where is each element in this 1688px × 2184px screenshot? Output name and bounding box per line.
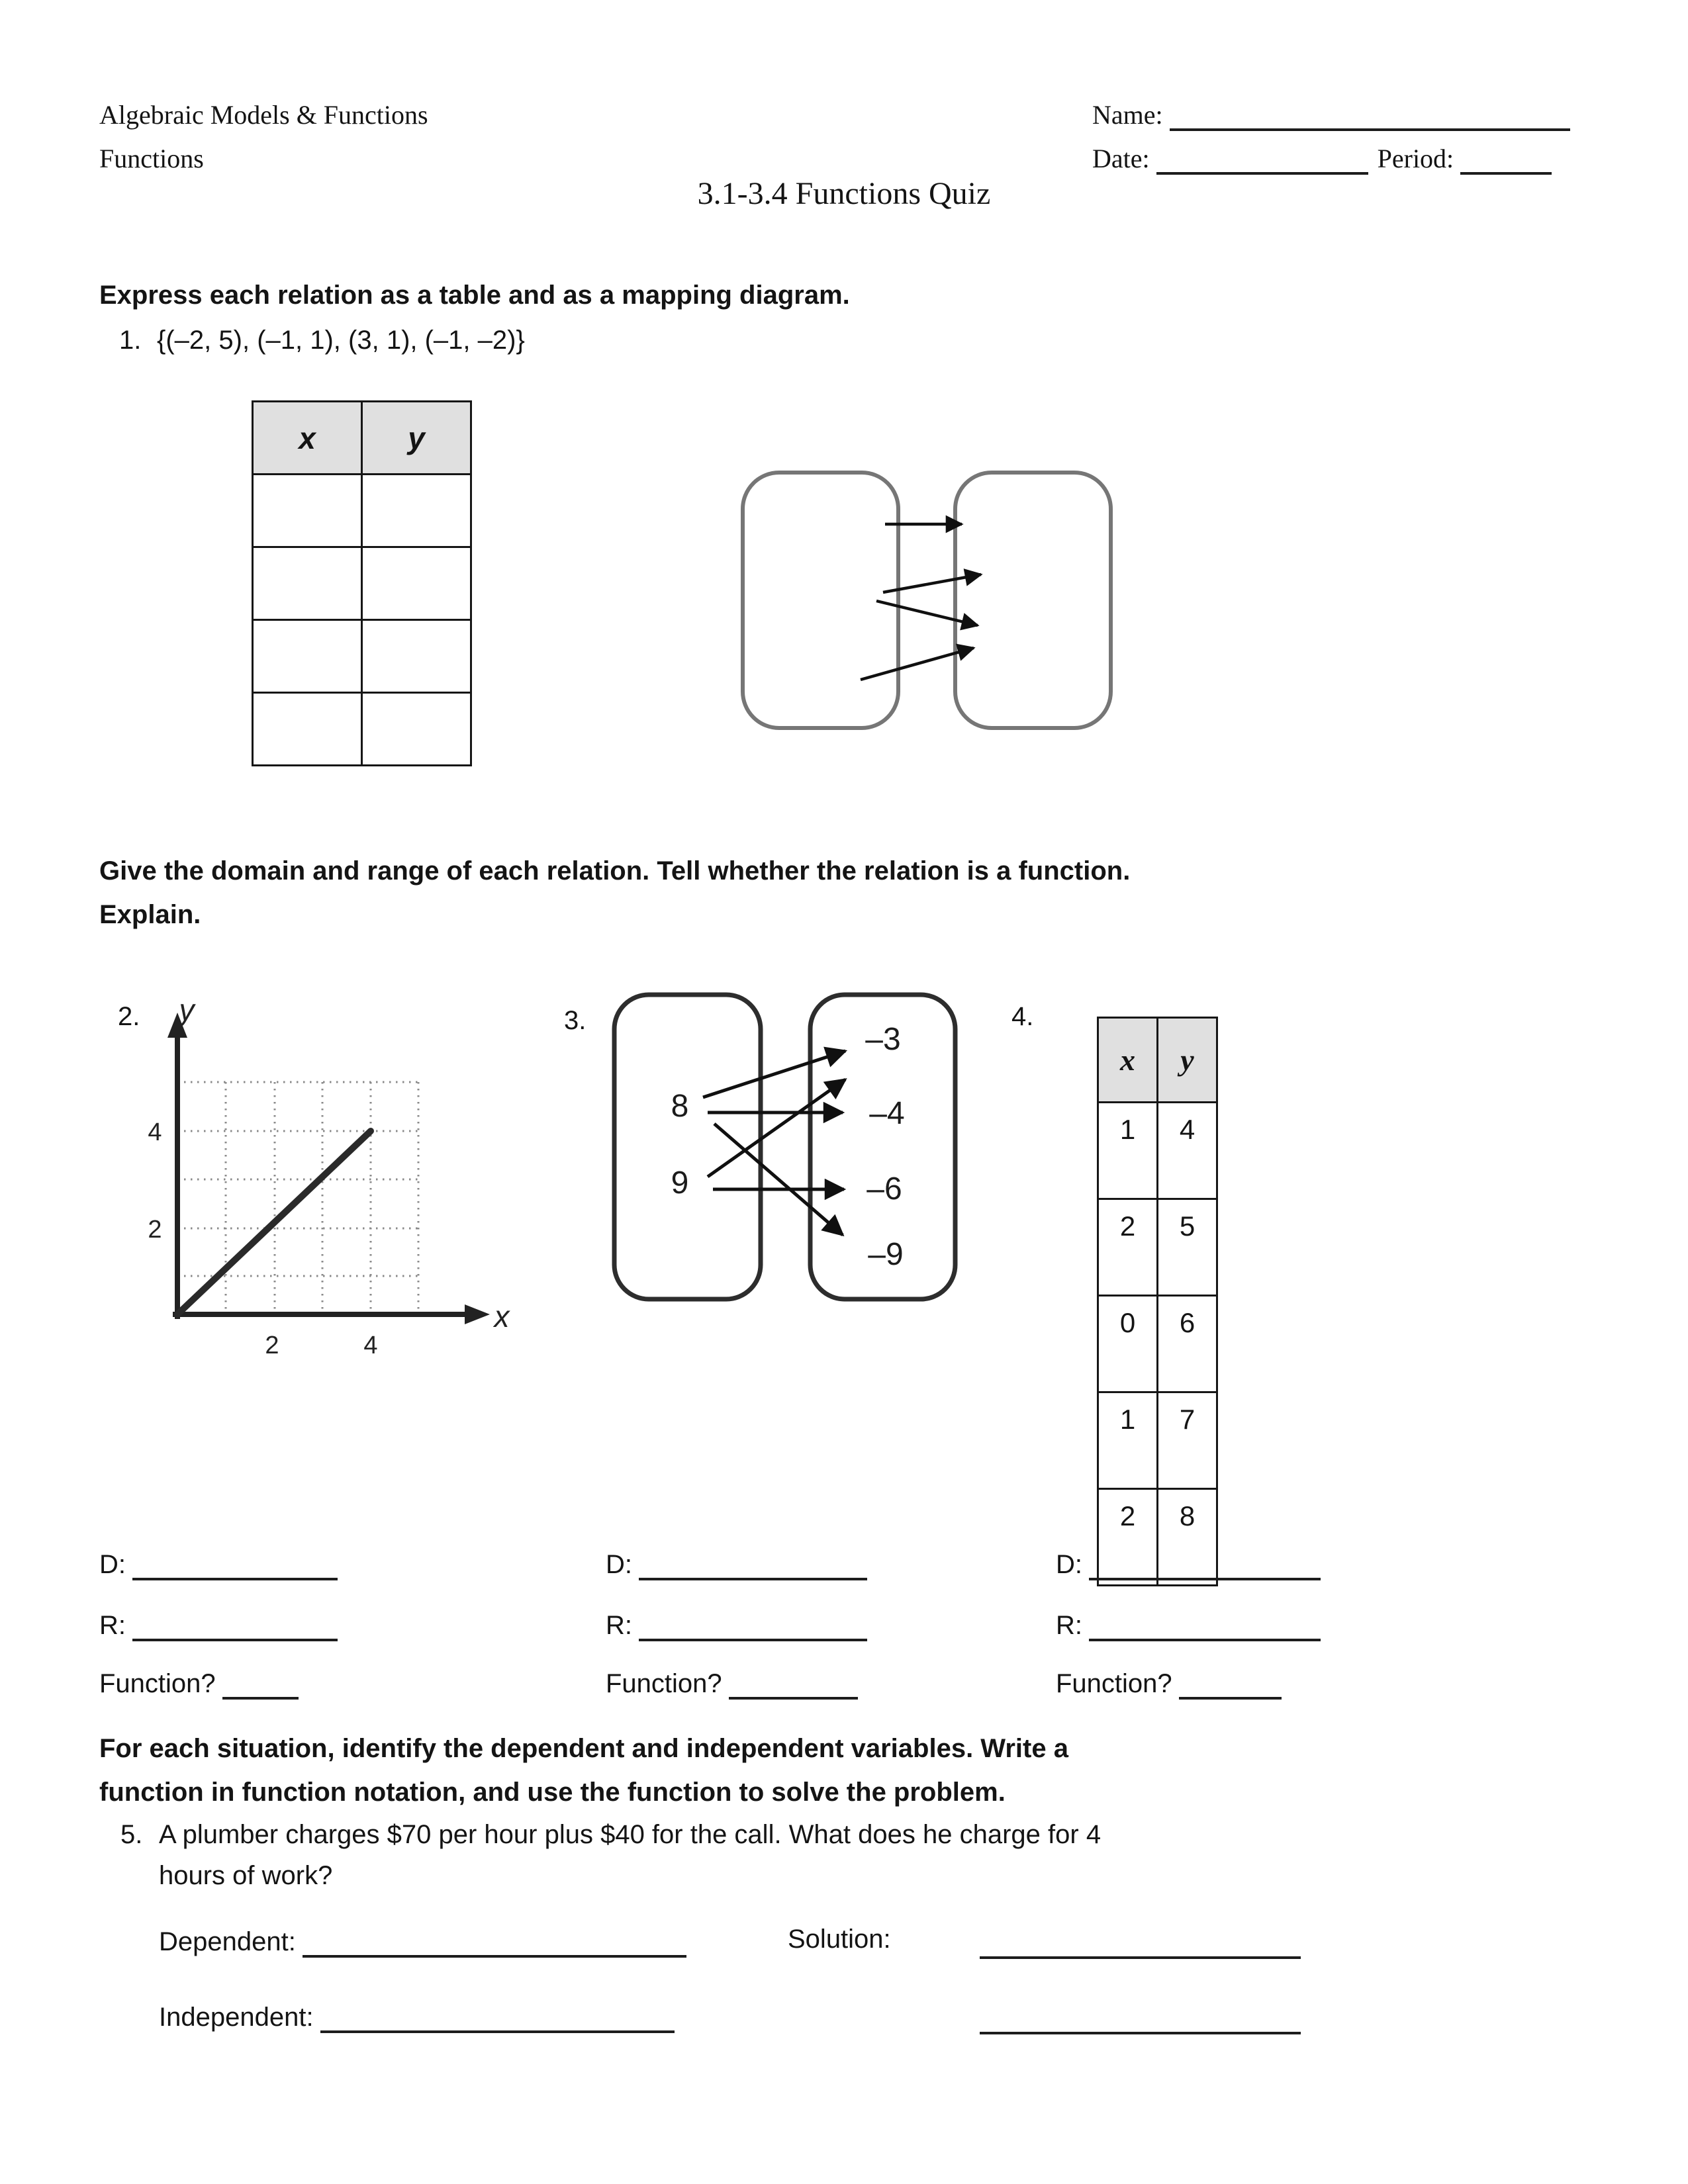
- y-axis-label: y: [179, 993, 195, 1027]
- q3-range-neg9: –9: [868, 1237, 904, 1272]
- page-title: 3.1-3.4 Functions Quiz: [697, 176, 991, 211]
- y-tick-2: 2: [148, 1216, 162, 1244]
- q3-range-blank: [639, 1607, 867, 1641]
- q3-arrow-8-neg3: [703, 1051, 845, 1097]
- q4-table-row: [1098, 1296, 1217, 1392]
- q1-relation: {(–2, 5), (–1, 1), (3, 1), (–1, –2)}: [157, 326, 525, 355]
- x-tick-2: 2: [265, 1332, 279, 1359]
- q3-range-neg4: –4: [869, 1096, 905, 1131]
- q4-table-header-row: [1098, 1018, 1217, 1103]
- q1-table-header-y: y: [362, 402, 471, 475]
- q2-function-blank: [222, 1665, 299, 1700]
- q1-empty-cell: [362, 620, 471, 693]
- name-label: Name:: [1092, 100, 1163, 130]
- q4-number: 4.: [1011, 1002, 1034, 1031]
- q3-arrow-9-neg3: [708, 1079, 845, 1177]
- q5-solution-blank-1: [980, 1923, 1301, 1959]
- q3-arrow-8-neg9: [714, 1124, 843, 1235]
- section3-heading-line2: function in function notation, and use the function to solve the problem.: [99, 1778, 1006, 1807]
- function-label: Function?: [99, 1669, 216, 1698]
- section2-heading-line2: Explain.: [99, 900, 201, 929]
- plotted-line: [177, 1131, 371, 1314]
- q4-domain-blank: [1089, 1546, 1321, 1580]
- q5-independent-row: [159, 1999, 675, 2033]
- q5-independent-blank: [320, 1999, 675, 2033]
- q1-empty-cell: [362, 547, 471, 620]
- dependent-label: Dependent:: [159, 1927, 296, 1956]
- q5-text-line2: hours of work?: [159, 1861, 333, 1890]
- q4-cell: 7: [1158, 1392, 1217, 1489]
- q3-domain-row: [606, 1546, 867, 1580]
- q4-table-header-y: y: [1158, 1018, 1217, 1103]
- x-axis-label: x: [494, 1299, 510, 1334]
- q5-solution-blank-2: [980, 1999, 1301, 2034]
- q1-range-oval: [955, 473, 1111, 728]
- course-subtitle: Functions: [99, 144, 204, 173]
- q1-mapping-diagram: [718, 453, 1129, 745]
- period-blank-line: [1460, 140, 1552, 175]
- q4-cell: 2: [1098, 1199, 1158, 1296]
- q3-domain-blank: [639, 1546, 867, 1580]
- range-label: R:: [1056, 1611, 1082, 1640]
- domain-label: D:: [1056, 1550, 1082, 1579]
- q1-table-row: [253, 693, 471, 766]
- domain-label: D:: [99, 1550, 126, 1579]
- q1-empty-cell: [362, 475, 471, 547]
- q1-empty-cell: [253, 620, 362, 693]
- q1-table-header-x: x: [253, 402, 362, 475]
- q4-cell: 6: [1158, 1296, 1217, 1392]
- q2-number: 2.: [118, 1002, 140, 1031]
- q3-range-neg6: –6: [867, 1171, 902, 1206]
- y-tick-4: 4: [148, 1118, 162, 1146]
- q2-range-row: [99, 1607, 338, 1641]
- q3-domain-8: 8: [671, 1089, 689, 1124]
- section3-heading-line1: For each situation, identify the dependent and independent variables. Write a: [99, 1734, 1068, 1763]
- solution-label: Solution:: [788, 1925, 891, 1954]
- q4-cell: 4: [1158, 1103, 1217, 1199]
- q3-domain-9: 9: [671, 1165, 689, 1201]
- range-label: R:: [99, 1611, 126, 1640]
- q5-dependent-blank: [303, 1923, 686, 1958]
- q4-range-row: [1056, 1607, 1321, 1641]
- q1-table-header-row: [253, 402, 471, 475]
- date-period-row: [1092, 140, 1552, 175]
- q1-arrow-3: [876, 601, 978, 625]
- function-label: Function?: [1056, 1669, 1172, 1698]
- q4-table-header-x: x: [1098, 1018, 1158, 1103]
- date-blank-line: [1156, 140, 1368, 175]
- q5-dependent-row: [159, 1923, 686, 1958]
- section2-heading-line1: Give the domain and range of each relation. Tell whether the relation is a function.: [99, 856, 1131, 886]
- q1-number: 1.: [119, 326, 142, 355]
- q2-range-blank: [132, 1607, 338, 1641]
- q2-function-row: [99, 1665, 299, 1700]
- q2-domain-row: [99, 1546, 338, 1580]
- q2-graph: [126, 966, 536, 1377]
- q3-function-row: [606, 1665, 858, 1700]
- x-tick-4: 4: [363, 1332, 378, 1359]
- q4-domain-row: [1056, 1546, 1321, 1580]
- period-label: Period:: [1377, 144, 1454, 173]
- q1-empty-cell: [253, 693, 362, 766]
- q3-mapping-diagram: [599, 983, 970, 1314]
- q4-cell: 2: [1098, 1489, 1158, 1586]
- name-row: [1092, 97, 1570, 131]
- x-axis-arrow-icon: [465, 1304, 490, 1324]
- q5-text-line1: A plumber charges $70 per hour plus $40 for the call. What does he charge for 4: [159, 1820, 1102, 1849]
- q4-range-blank: [1089, 1607, 1321, 1641]
- q4-function-row: [1056, 1665, 1282, 1700]
- q4-cell: 1: [1098, 1103, 1158, 1199]
- q3-function-blank: [729, 1665, 858, 1700]
- q4-table-row: [1098, 1199, 1217, 1296]
- q3-range-neg3: –3: [865, 1022, 901, 1057]
- q4-table-row: [1098, 1392, 1217, 1489]
- q4-cell: 8: [1158, 1489, 1217, 1586]
- q1-empty-cell: [253, 547, 362, 620]
- q4-cell: 5: [1158, 1199, 1217, 1296]
- course-title: Algebraic Models & Functions: [99, 100, 428, 130]
- q1-table-row: [253, 547, 471, 620]
- q1-empty-cell: [253, 475, 362, 547]
- q3-range-row: [606, 1607, 867, 1641]
- date-label: Date:: [1092, 144, 1150, 173]
- q5-number: 5.: [120, 1820, 143, 1849]
- q4-table-row: [1098, 1103, 1217, 1199]
- q1-domain-oval: [743, 473, 898, 728]
- independent-label: Independent:: [159, 2003, 314, 2032]
- q3-number: 3.: [564, 1006, 586, 1035]
- q2-domain-blank: [132, 1546, 338, 1580]
- domain-label: D:: [606, 1550, 632, 1579]
- q1-empty-cell: [362, 693, 471, 766]
- q4-table: [1097, 1017, 1218, 1586]
- q4-function-blank: [1179, 1665, 1282, 1700]
- name-blank-line: [1170, 97, 1570, 131]
- q4-cell: 0: [1098, 1296, 1158, 1392]
- section1-heading: Express each relation as a table and as a mapping diagram.: [99, 281, 850, 310]
- q4-cell: 1: [1098, 1392, 1158, 1489]
- q1-table-row: [253, 620, 471, 693]
- q1-table-row: [253, 475, 471, 547]
- q1-table: [252, 400, 472, 766]
- function-label: Function?: [606, 1669, 722, 1698]
- range-label: R:: [606, 1611, 632, 1640]
